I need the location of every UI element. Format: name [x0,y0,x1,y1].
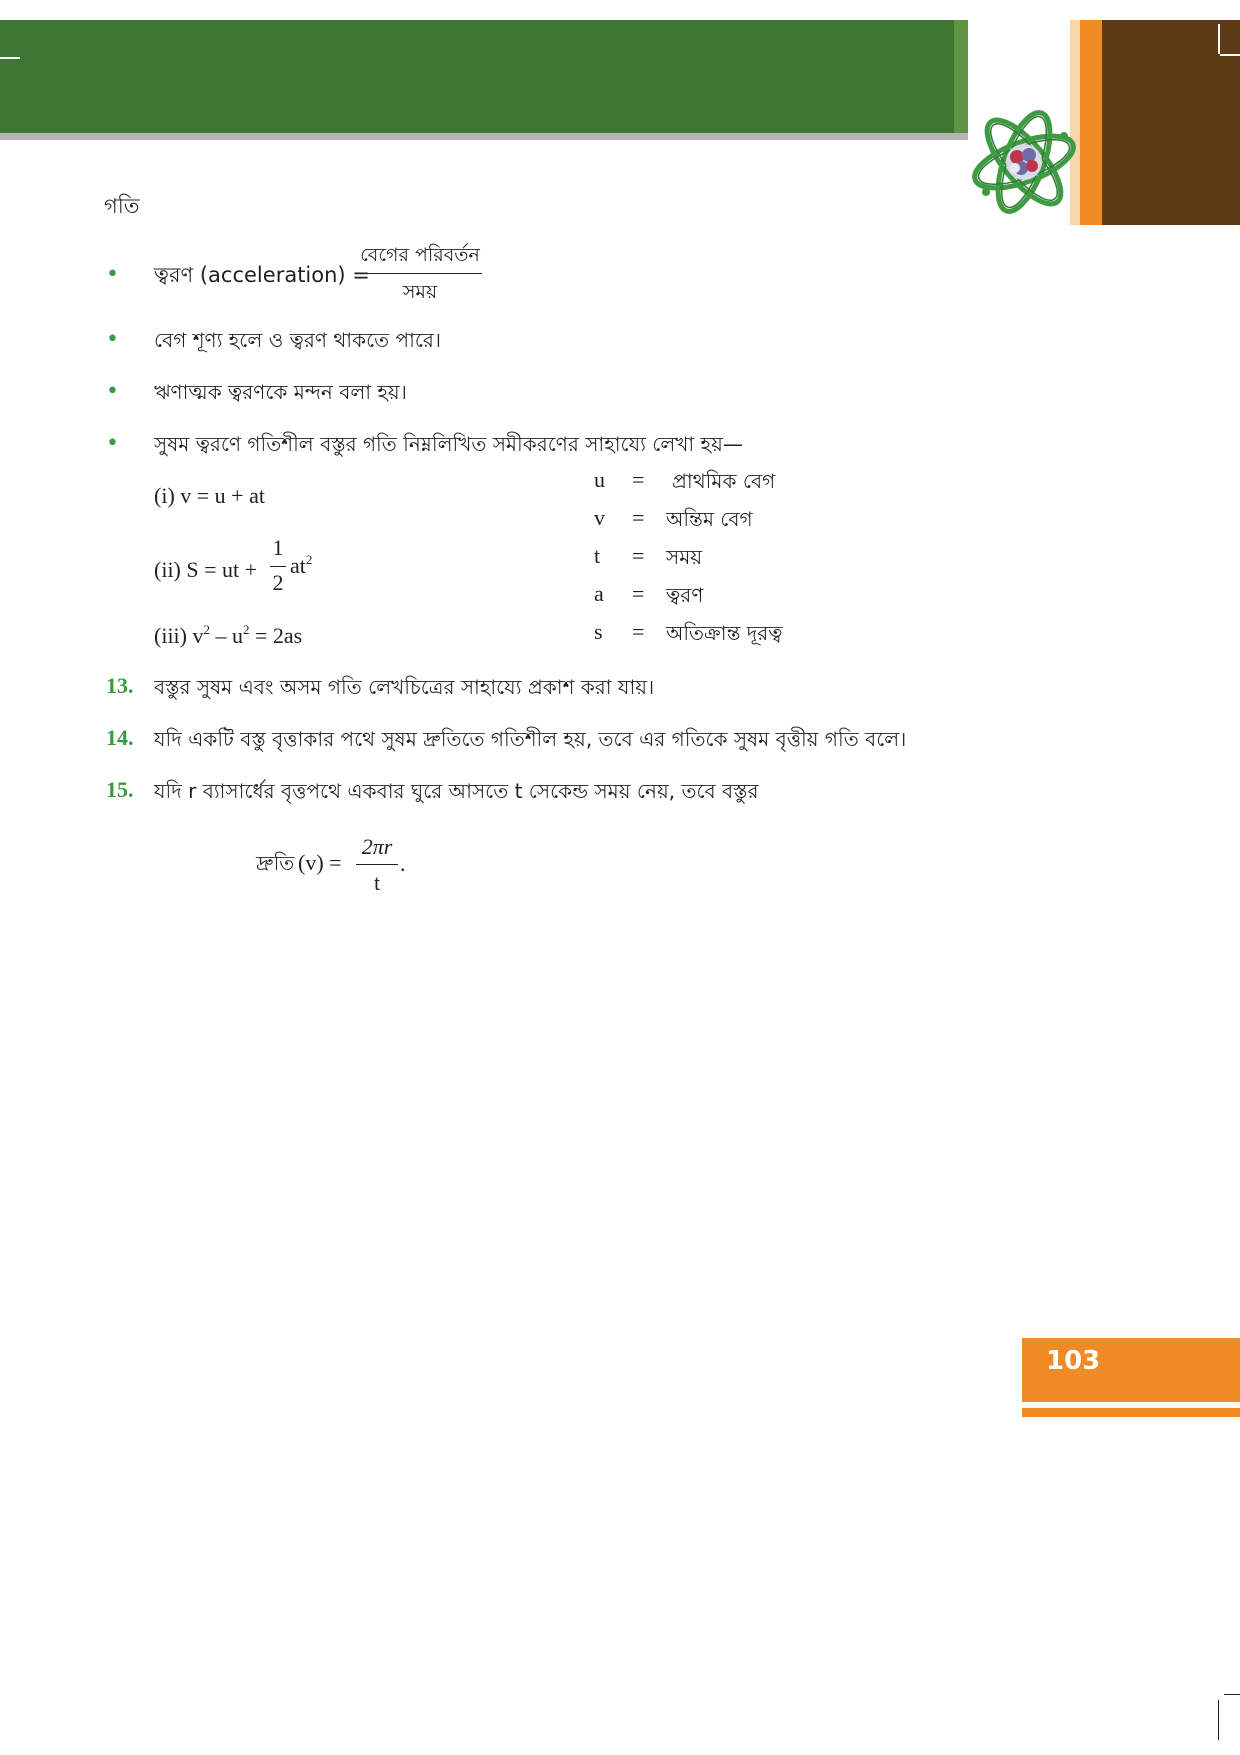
legend-meaning: প্রাথমিক বেগ [672,469,776,493]
acceleration-label: ত্বরণ (acceleration) = [154,263,370,287]
point-text: যদি r ব্যাসার্ধের বৃত্তপথে একবার ঘুরে আসতে t সেকেন্ড সময় নেয়, তবে বস্তুর [154,779,759,803]
speed-tail: . [400,851,406,876]
legend-row [592,619,892,657]
crop-mark [1218,24,1220,54]
legend-equals: = [632,543,645,568]
equation-second-prefix: (ii) S = ut + [154,557,258,582]
equation-third-exponent-2: 2 [243,622,250,637]
header-grey-rule [0,133,968,140]
speed-denominator: t [373,870,381,895]
speed-label: দ্রুতি [256,851,295,875]
legend-equals: = [632,467,645,492]
point-text: যদি একটি বস্তু বৃত্তাকার পথে সুষম দ্রুতিতে গতিশীল হয়, তবে এর গতিকে সুষম বৃত্তীয় গতি বলে। [154,727,907,751]
speed-fraction-bar [356,864,398,865]
header-green-band [0,20,968,133]
equation-second-term [290,553,312,579]
bullet-marker: • [106,262,119,287]
equation-second-fraction-bar [270,566,286,567]
acceleration-denominator: সময় [402,281,438,303]
legend-row [592,505,892,543]
point-number: 15. [106,777,134,802]
header-orange-strip [1080,20,1102,225]
equation-first: (i) v = u + at [154,483,265,508]
point-text: বস্তুর সুষম এবং অসম গতি লেখচিত্রের সাহায্যে প্রকাশ করা যায়। [154,675,655,699]
equation-third-part-c: = 2as [249,623,303,648]
speed-numerator: 2πr [361,834,393,859]
equation-third-exponent-1: 2 [203,622,210,637]
legend-symbol: u [594,467,605,492]
legend-row [592,467,892,505]
equation-third [154,623,302,649]
legend-meaning: অতিক্রান্ত দূরত্ব [666,621,783,645]
equation-third-part-a: (iii) v [154,623,204,648]
page-number: 103 [1046,1346,1101,1376]
bullet-marker: • [106,431,119,456]
equation-second-suffix: at [290,553,306,578]
legend-symbol: a [594,581,604,606]
crop-mark [1220,54,1240,56]
legend-equals: = [632,581,645,606]
crop-mark [1218,1700,1219,1740]
legend-symbol: s [594,619,603,644]
crop-mark [0,57,20,59]
legend-symbol: t [594,543,601,568]
legend-symbol: v [594,505,605,530]
point-number: 13. [106,673,134,698]
chapter-title: গতি [104,194,140,218]
acceleration-fraction-bar [362,273,482,274]
crop-mark [1224,1694,1240,1695]
legend-equals: = [632,505,645,530]
legend-equals: = [632,619,645,644]
bullet-text: বেগ শূণ্য হলে ও ত্বরণ থাকতে পারে। [154,328,442,352]
legend-meaning: ত্বরণ [666,583,704,607]
acceleration-numerator: বেগের পরিবর্তন [360,244,480,266]
legend-meaning: সময় [666,545,703,569]
legend-row [592,581,892,619]
equation-third-part-b: – u [210,623,243,648]
equation-second-exponent: 2 [305,552,313,567]
legend-row [592,543,892,581]
speed-lhs: (v) = [298,850,342,875]
legend-meaning: অন্তিম বেগ [666,507,753,531]
bullet-text: ঋণাত্মক ত্বরণকে মন্দন বলা হয়। [154,380,407,404]
symbol-legend [592,467,892,657]
point-number: 14. [106,725,134,750]
page-number-tab-rule [1022,1408,1240,1417]
equation-second-numerator: 1 [272,535,284,560]
atom-icon [966,104,1082,226]
equation-second-denominator: 2 [272,570,284,595]
bullet-text: সুষম ত্বরণে গতিশীল বস্তুর গতি নিম্নলিখিত সমীকরণের সাহায্যে লেখা হয়— [154,432,743,456]
bullet-marker: • [106,379,119,404]
bullet-marker: • [106,327,119,352]
